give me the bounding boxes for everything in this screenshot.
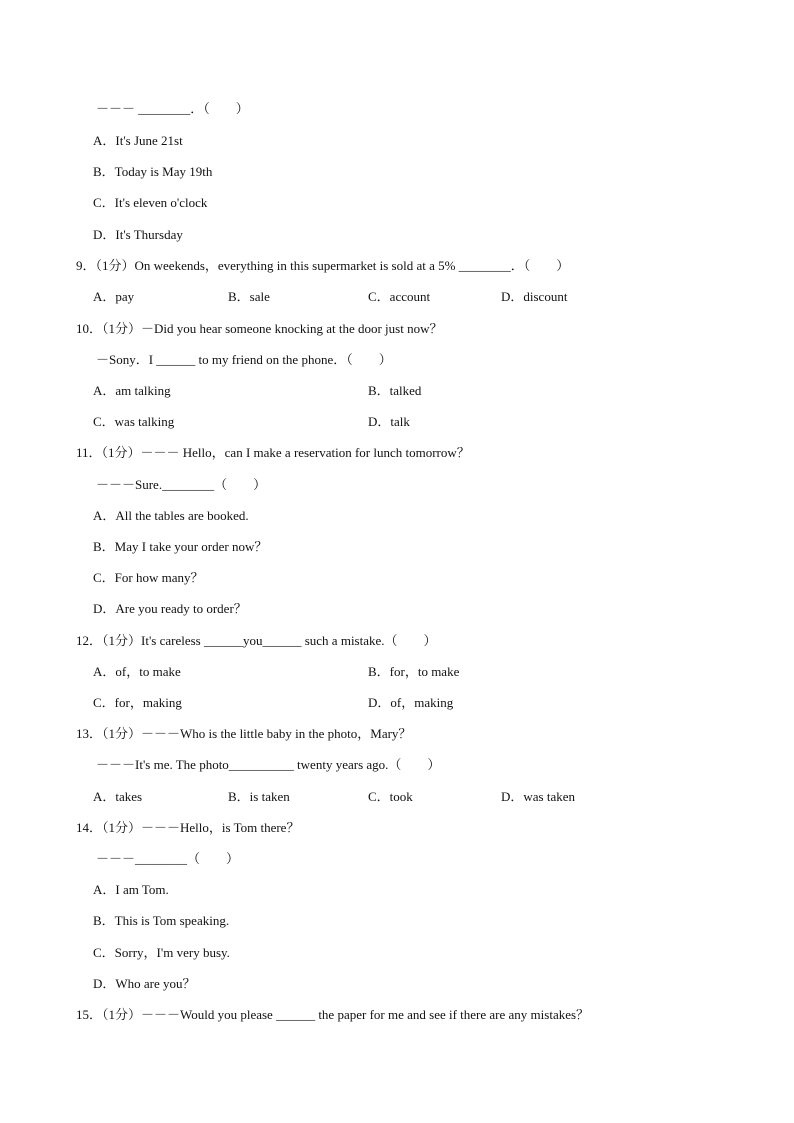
q13-prompt: －－－It's me. The photo__________ twenty years ago.（ ） [96,757,441,772]
q9-option-c: C．account [368,289,431,304]
q12-option-d: D．of，making [368,695,454,710]
q9-stem: 9．（1分）On weekends，everything in this supermarket is sold at a 5% ________．（ ） [76,258,570,273]
q11-prompt: －－－Sure.________（ ） [96,477,267,492]
q10-option-d: D．talk [368,414,410,429]
q13-option-b: B．is taken [228,789,290,804]
q15-stem: 15．（1分）－－－Would you please ______ the paper for me and see if there are any mistakes？ [76,1007,590,1022]
q10-prompt: －Sony．I ______ to my friend on the phone．（ ） [96,352,392,367]
q11-option-d: D．Are you ready to order？ [93,601,247,616]
q14-option-d: D．Who are you？ [93,976,196,991]
q11-stem: 11．（1分）－－－ Hello，can I make a reservation for lunch tomorrow？ [76,445,470,460]
q10-option-a: A．am talking [93,383,171,398]
q11-option-a: A．All the tables are booked. [93,508,249,523]
q11-option-b: B．May I take your order now？ [93,539,268,554]
q8-option-d: D．It's Thursday [93,227,183,242]
q13-option-a: A．takes [93,789,143,804]
q14-stem: 14．（1分）－－－Hello，is Tom there？ [76,820,300,835]
q9-option-b: B．sale [228,289,270,304]
q8-option-a: A．It's June 21st [93,133,183,148]
q12-option-a: A．of，to make [93,664,181,679]
q10-stem: 10．（1分）－Did you hear someone knocking at the door just now？ [76,321,443,336]
q9-option-a: A．pay [93,289,135,304]
q14-prompt: －－－________（ ） [96,851,240,866]
q11-option-c: C．For how many？ [93,570,204,585]
q14-option-a: A．I am Tom. [93,882,169,897]
q12-option-b: B．for，to make [368,664,460,679]
q12-stem: 12．（1分）It's careless ______you______ such a mistake.（ ） [76,633,437,648]
q10-option-c: C．was talking [93,414,175,429]
q10-option-b: B．talked [368,383,422,398]
q13-option-d: D．was taken [501,789,576,804]
q14-option-b: B．This is Tom speaking. [93,913,230,928]
q13-stem: 13．（1分）－－－Who is the little baby in the photo，Mary？ [76,726,412,741]
q8-option-b: B．Today is May 19th [93,164,213,179]
q13-option-c: C．took [368,789,413,804]
q8-option-c: C．It's eleven o'clock [93,195,208,210]
q9-option-d: D．discount [501,289,568,304]
q14-option-c: C．Sorry，I'm very busy. [93,945,230,960]
q8-prompt: －－－ ________．（ ） [96,101,249,116]
q12-option-c: C．for，making [93,695,182,710]
